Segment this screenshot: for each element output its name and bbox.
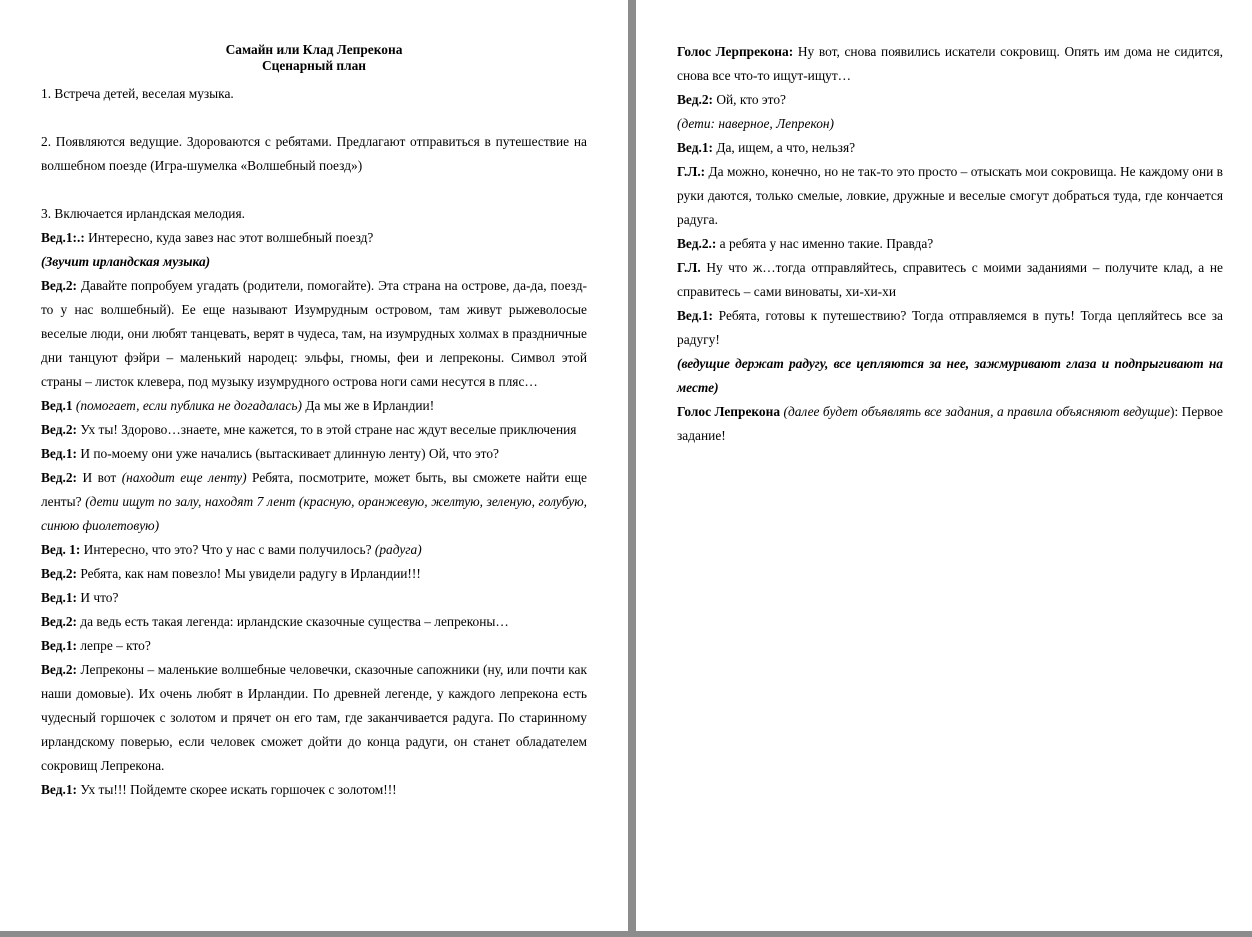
page-left-content bbox=[41, 40, 587, 802]
speaker: Г.Л.: bbox=[677, 164, 706, 179]
speaker: Вед.1: bbox=[41, 446, 77, 461]
speaker: Вед.2: bbox=[41, 662, 77, 677]
speaker: Вед.2: bbox=[677, 92, 713, 107]
document-page-right bbox=[636, 0, 1252, 931]
speaker: Вед.1: bbox=[41, 782, 77, 797]
script-line: Г.Л.: Да можно, конечно, но не так-то это просто – отыскать мои сокровища. Не каждому они в руки даются, только смелые, ловкие, дружные и веселые смогут добраться туда, где кончается радуга. bbox=[677, 164, 1223, 227]
speaker: Вед.2: bbox=[41, 470, 77, 485]
speaker: Вед.1 bbox=[41, 398, 73, 413]
speaker: Г.Л. bbox=[677, 260, 701, 275]
script-line: Вед. 1: Интересно, что это? Что у нас с вами получилось? (радуга) bbox=[41, 542, 422, 557]
script-line: Вед.1 (помогает, если публика не догадалась) Да мы же в Ирландии! bbox=[41, 398, 435, 413]
paragraph: 3. Включается ирландская мелодия. bbox=[41, 206, 245, 221]
script-line: Вед.1: Да, ищем, а что, нельзя? bbox=[677, 140, 856, 155]
script-line: Вед.1: И что? bbox=[41, 590, 119, 605]
script-line: Вед.2: Давайте попробуем угадать (родители, помогайте). Эта страна на острове, да-да, поезд-то у нас волшебный). Ее еще называют Изумрудным островом, там живут рыжеволосые веселые люди, они любят танцевать, верят в чудеса, там, на изумрудных холмах в праздничные дни танцуют фэйри – маленький народец: эльфы, гномы, феи и лепреконы. Символ этой страны – листок клевера, под музыку изумрудного острова ноги сами несутся в пляс… bbox=[41, 278, 587, 389]
speaker: Голос Лепрекона bbox=[677, 404, 781, 419]
speaker: Вед.2: bbox=[41, 278, 77, 293]
page-right-content bbox=[677, 40, 1223, 448]
stage-direction: (дети: наверное, Лепрекон) bbox=[677, 116, 834, 131]
speaker: Вед. 1: bbox=[41, 542, 81, 557]
document-page-left bbox=[0, 0, 628, 931]
script-line: Вед.1: Ребята, готовы к путешествию? Тогда отправляемся в путь! Тогда цепляйтесь все за радугу! bbox=[677, 308, 1223, 347]
script-line: Вед.2: Ребята, как нам повезло! Мы увидели радугу в Ирландии!!! bbox=[41, 566, 421, 581]
script-line: Г.Л. Ну что ж…тогда отправляйтесь, справитесь с моими заданиями – получите клад, а не справитесь – сами виноваты, хи-хи-хи bbox=[677, 260, 1223, 299]
speaker: Вед.1: bbox=[41, 590, 77, 605]
script-line: Вед.2: да ведь есть такая легенда: ирландские сказочные существа – лепреконы… bbox=[41, 614, 509, 629]
speaker: Вед.1: bbox=[41, 638, 77, 653]
script-line: Голос Лерпрекона: Ну вот, снова появились искатели сокровищ. Опять им дома не сидится, снова все что-то ищут-ищут… bbox=[677, 44, 1223, 83]
speaker: Вед.1: bbox=[677, 140, 713, 155]
script-line: Вед.2: Ой, кто это? bbox=[677, 92, 786, 107]
speaker: Вед.2: bbox=[41, 614, 77, 629]
speaker: Вед.1: bbox=[677, 308, 713, 323]
stage-direction: (Звучит ирландская музыка) bbox=[41, 254, 211, 269]
paragraph: 2. Появляются ведущие. Здороваются с ребятами. Предлагают отправиться в путешествие на волшебном поезде (Игра-шумелка «Волшебный поезд») bbox=[41, 134, 587, 173]
document-title bbox=[41, 42, 587, 74]
script-line: Вед.2: И вот (находит еще ленту) Ребята, посмотрите, может быть, вы сможете найти еще ленты? (дети ищут по залу, находят 7 лент (красную, оранжевую, желтую, зеленую, голубую, синюю фиолетовую) bbox=[41, 470, 588, 533]
script-line: Вед.1:.: Интересно, куда завез нас этот волшебный поезд? bbox=[41, 230, 374, 245]
speaker: Вед.2: bbox=[41, 422, 77, 437]
script-line: Вед.1: Ух ты!!! Пойдемте скорее искать горшочек с золотом!!! bbox=[41, 782, 397, 797]
speaker: Голос Лерпрекона: bbox=[677, 44, 794, 59]
script-line: Вед.2: Ух ты! Здорово…знаете, мне кажется, то в этой стране нас ждут веселые приключения bbox=[41, 422, 577, 437]
speaker: Вед.1:.: bbox=[41, 230, 85, 245]
script-line: Вед.1: И по-моему они уже начались (вытаскивает длинную ленту) Ой, что это? bbox=[41, 446, 499, 461]
script-line: Вед.2.: а ребята у нас именно такие. Правда? bbox=[677, 236, 934, 251]
stage-direction: (ведущие держат радугу, все цепляются за нее, зажмуривают глаза и подпрыгивают на месте) bbox=[677, 356, 1223, 395]
speaker: Вед.2.: bbox=[677, 236, 717, 251]
title-line-1: Самайн или Клад Лепрекона bbox=[225, 42, 403, 57]
script-line: Вед.2: Лепреконы – маленькие волшебные человечки, сказочные сапожники (ну, или почти как наши домовые). Их очень любят в Ирландии. По древней легенде, у каждого лепрекона есть чудесный горшочек с золотом и прячет он его там, где заканчивается радуга. По старинному ирландскому поверью, если человек сможет дойти до конца радуги, он станет обладателем сокровищ Лепрекона. bbox=[41, 662, 587, 773]
script-line: Голос Лепрекона (далее будет объявлять все задания, а правила объясняют ведущие): Первое задание! bbox=[677, 404, 1223, 443]
paragraph: 1. Встреча детей, веселая музыка. bbox=[41, 86, 234, 101]
script-line: Вед.1: лепре – кто? bbox=[41, 638, 151, 653]
speaker: Вед.2: bbox=[41, 566, 77, 581]
title-line-2: Сценарный план bbox=[261, 58, 367, 73]
